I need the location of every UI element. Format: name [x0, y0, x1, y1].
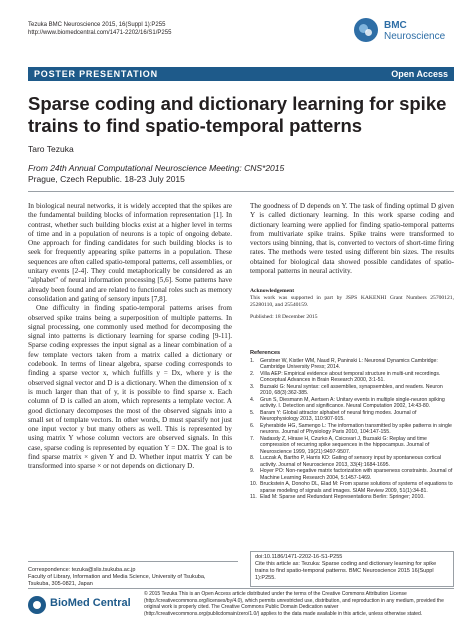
journal-logo-line-1: BMC: [384, 20, 407, 31]
reference-text: Villa AEP: Empirical evidence about temporal structure in multi-unit recordings. Conceptual Advances in Brain Research 2000, 3:1-51.: [260, 370, 441, 383]
license-text: © 2015 Tezuka This is an Open Access article distributed under the terms of the Creative Commons Attribution License (http://creativecommons.org/licenses/by/4.0), which permits unrestricted use, distribution, and reproduction in any medium, provided the original work is properly cited. The Creative Commons Public Domain Dedication waiver (http://creativecommons.org/publicdomain/zero/1.0/) applies to the data made available in this article, unless otherwise stated.: [144, 591, 444, 617]
conference-line-1: From 24th Annual Computational Neuroscience Meeting: CNS*2015: [28, 163, 285, 173]
reference-item: [250, 423, 454, 436]
reference-text: Gerstner W, Kistler WM, Naud R, Paninski L: Neuronal Dynamics Cambridge: Cambridge University Press; 2014.: [260, 357, 438, 370]
acknowledgement-heading: Acknowledgement: [250, 288, 295, 295]
reference-number: 7.: [250, 435, 255, 442]
paragraph-2: One difficulty in finding spatio-temporal patterns arises from observed spike trains being a superposition of multiple patterns. In signal processing, one commonly used method for decomposing the signal into patterns is dictionary learning for sparse coding [9-11]. Sparse coding expresses the input signal as a linear combination of a few template vectors taken from a matrix called a dictionary or codebook. In terms of linear algebra, sparse coding corresponds to finding a sparse vector x, which fulfills y = Dx, where y is the observed signal vector and D is a dictionary. When the dimension of x is much larger than that of y, it is possible to find sparse x. Each column of D is called an atom, which represents a template vector. A good dictionary decomposes the most of the observed signals into a small set of template vectors. In other words, D must sparsify not just one input vector y but many others as well. This is represented by using matrix Y whose column vectors are observed signals. In this case, sparse coding is represented by equation Y = DX. The goal is to find sparse matrix × given Y and D. Whether input matrix Y can be transformed into sparse × or not depends on dictionary D.: [28, 304, 232, 471]
citation-line-1: Tezuka BMC Neuroscience 2015, 16(Suppl 1):P255: [28, 22, 166, 28]
reference-item: [250, 468, 454, 481]
reference-number: 3.: [250, 383, 255, 390]
reference-item: [250, 481, 454, 494]
reference-number: 10.: [250, 481, 258, 487]
reference-text: Hoyer PO: Non-negative matrix factorization with sparseness constraints. Journal of Machine Learning Research 2004, 5:1457-1469.: [260, 468, 453, 481]
conference-info: [28, 163, 328, 185]
reference-number: 2.: [250, 370, 255, 377]
reference-text: Grun S, Diesmann M, Aertsen A: Unitary events in multiple single-neuron spiking activity. I. Detection and significance. Neural Computation 2002, 14:43-80.: [260, 396, 445, 409]
correspondence-address-1: Faculty of Library, Information and Media Science, University of Tsukuba,: [28, 574, 206, 580]
divider: [28, 191, 454, 192]
reference-item: [250, 455, 454, 468]
reference-text: Buzsaki G: Neural syntax: cell assemblies, synapsembles, and readers. Neuron 2010, 68(3):362-385.: [260, 383, 443, 396]
publisher-name: BioMed Central: [50, 597, 131, 609]
references-heading: References: [250, 350, 281, 356]
correspondence-address-2: Tsukuba, 305-0821, Japan: [28, 581, 93, 587]
biomed-central-logo-icon: [28, 596, 46, 614]
column-left: [28, 202, 232, 472]
header-citation: [28, 21, 171, 37]
banner-label: POSTER PRESENTATION: [34, 69, 158, 79]
correspondence: [28, 567, 238, 588]
cite-text: Cite this article as: Tezuka: Sparse coding and dictionary learning for spike trains to find spatio-temporal patterns. BMC Neuroscience 2015 16(Suppl 1):P255.: [255, 561, 437, 581]
reference-number: 11.: [250, 494, 257, 500]
reference-number: 6.: [250, 422, 255, 429]
acknowledgement-text: This work was supported in part by JSPS KAKENHI Grant Numbers 25700121, 25280110, and 25540159.: [250, 295, 454, 309]
reference-item: [250, 371, 454, 384]
reference-text: Nadasdy Z, Hirase H, Czurko A, Csicsvari J, Buzsaki G: Replay and time compression of recurring spike sequences in the hippocampus. Journal of Neuroscience 1999, 19(21):9497-9507.: [260, 435, 430, 455]
reference-number: 5.: [250, 409, 255, 416]
reference-number: 8.: [250, 455, 255, 461]
reference-text: Baram Y: Global attractor alphabet of neural firing modes. Journal of Neurophysiology 2013, 110:907-915.: [260, 409, 417, 422]
reference-number: 9.: [250, 468, 255, 474]
reference-item: [250, 358, 454, 371]
journal-logo: [354, 14, 454, 48]
reference-text: Eyherabide HG, Samengo L: The information transmitted by spike patterns in single neurons. Journal of Physiology Paris 2010, 104:147-155.: [260, 422, 452, 435]
footnote-divider: [28, 561, 238, 562]
references: [250, 350, 454, 501]
reference-item: [250, 397, 454, 410]
column-right: [250, 202, 454, 321]
reference-item: [250, 494, 454, 501]
reference-number: 1.: [250, 357, 255, 364]
reference-item: [250, 410, 454, 423]
open-access-label: Open Access: [391, 69, 448, 79]
paragraph-3: The goodness of D depends on Y. The task of finding optimal D given Y is called dictionary learning. In this work sparse coding and dictionary learning were applied for finding spatio-temporal patterns from multivariate spike trains. Spike trains were transformed to vectors using binning, that is, converted to vectors of short-time firing rates. The methods were tested using different bin sizes. The results obtained for biological data showed possible candidates of spatio-temporal patterns in neural activity.: [250, 202, 454, 276]
section-banner: [28, 67, 454, 81]
citation-url[interactable]: http://www.biomedcentral.com/1471-2202/16/S1/P255: [28, 30, 172, 36]
footer-divider: [28, 588, 454, 589]
reference-text: Luczak A, Bartho P, Harris KD: Gating of sensory input by spontaneous cortical activity. Journal of Neuroscience 2013, 33(4):1684-1695.: [260, 455, 441, 468]
reference-text: Elad M: Sparse and Redundant Representations Berlin: Springer; 2010.: [260, 494, 425, 500]
published-date: Published: 18 December 2015: [250, 314, 318, 321]
reference-item: [250, 384, 454, 397]
reference-item: [250, 436, 454, 456]
article-title: Sparse coding and dictionary learning for spike trains to find spatio-temporal patterns: [28, 93, 447, 136]
journal-logo-line-2: Neuroscience: [384, 31, 446, 42]
reference-text: Bruckstein A, Donoho DL, Elad M: From sparse solutions of systems of equations to sparse modeling of signals and images. SIAM Review 2009, 51(1):34-81.: [260, 481, 453, 494]
conference-line-2: Prague, Czech Republic. 18-23 July 2015: [28, 174, 185, 184]
bmc-neuroscience-logo-icon: [354, 18, 378, 42]
correspondence-email[interactable]: Correspondence: tezuka@slis.tsukuba.ac.jp: [28, 567, 136, 573]
doi[interactable]: doi:10.1186/1471-2202-16-S1-P255: [255, 554, 343, 560]
reference-number: 4.: [250, 396, 255, 403]
paragraph-1: In biological neural networks, it is widely accepted that the spikes are the fundamental building blocks of information representation [1]. In contrast, whether such building blocks exist at a higher level in terms of time and in a population of neurons is a topic of ongoing debate. One approach for finding candidates for such building blocks is to seek for frequently appearing spike patterns in a population. These sequences are often called spatio-temporal patterns, cell assemblies, or unitary events [2-4]. They could metaphorically be considered as an "alphabet" of neural information processing [5,6]. Some patterns have already been found and are related to functional roles such as memory consolidation and gating of sensory inputs [7,8].: [28, 202, 232, 303]
article-author: Taro Tezuka: [28, 144, 74, 154]
cite-box: [250, 551, 454, 587]
reference-list: [250, 358, 454, 501]
publisher-logo: [28, 592, 138, 620]
